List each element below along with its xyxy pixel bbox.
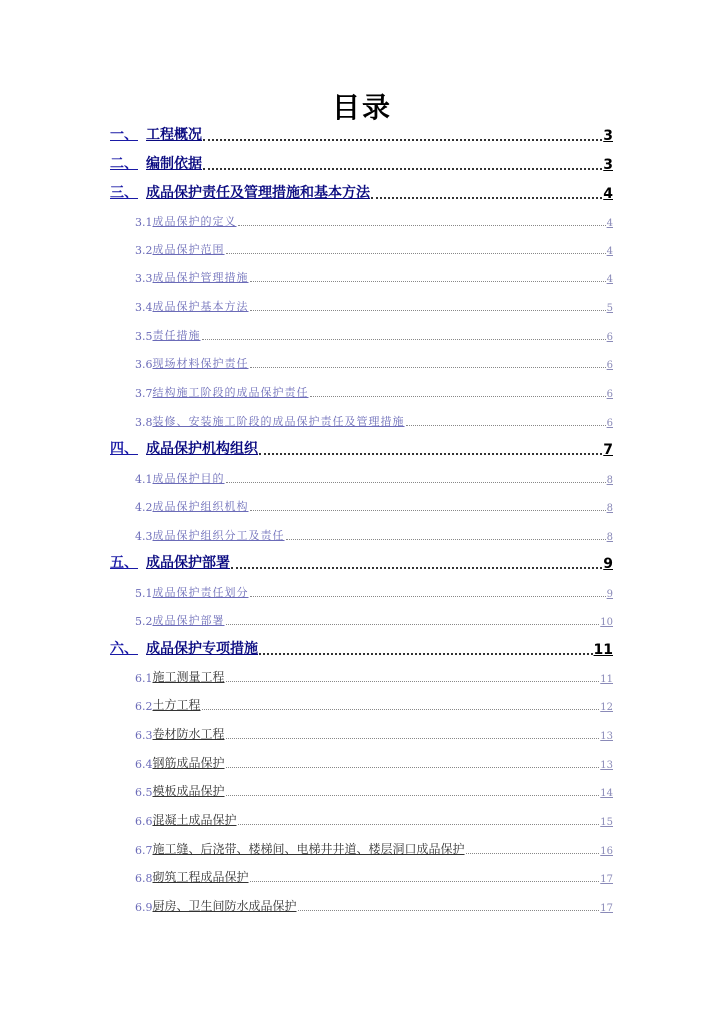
toc-entry-title: 施工测量工程	[152, 670, 225, 684]
toc-dot-leader	[250, 281, 606, 282]
toc-title: 目录	[331, 91, 392, 124]
toc-entry-number: 六、	[110, 641, 138, 657]
toc-dot-leader	[226, 253, 606, 254]
toc-dot-leader	[226, 482, 606, 483]
toc-entry-title: 模板成品保护	[152, 784, 225, 798]
toc-entry-title: 成品保护责任及管理措施和基本方法	[146, 185, 370, 201]
toc-page-number: 9	[606, 589, 613, 600]
toc-dot-leader	[250, 881, 600, 882]
toc-entry-title: 成品保护目的	[152, 472, 225, 485]
toc-page-number: 8	[606, 503, 613, 514]
toc-entry-title: 工程概况	[146, 127, 202, 143]
toc-entry-title: 成品保护组织分工及责任	[152, 529, 285, 542]
toc-entry-number: 6.4	[135, 758, 153, 771]
toc-entry-number: 4.1	[135, 473, 153, 486]
toc-page-number: 13	[600, 760, 613, 771]
toc-page-number: 11	[600, 674, 613, 685]
toc-page-number: 14	[600, 788, 613, 799]
toc-section-entry[interactable]	[135, 269, 613, 285]
toc-dot-leader	[298, 910, 600, 911]
toc-dot-leader	[226, 624, 600, 625]
toc-entry-title: 混凝土成品保护	[152, 813, 237, 827]
toc-dot-leader	[231, 567, 602, 569]
toc-chapter-entry[interactable]	[110, 184, 613, 202]
toc-entry-title: 钢筋成品保护	[152, 756, 225, 770]
toc-dot-leader	[371, 197, 602, 199]
toc-dot-leader	[226, 795, 600, 796]
toc-dot-leader	[226, 681, 600, 682]
toc-dot-leader	[286, 539, 606, 540]
toc-page-number: 6	[606, 418, 613, 429]
toc-dot-leader	[202, 339, 606, 340]
toc-page-number: 8	[606, 475, 613, 486]
toc-section-entry[interactable]	[135, 355, 613, 371]
toc-dot-leader	[203, 168, 602, 170]
toc-entry-number: 4.2	[135, 501, 153, 514]
toc-page-number: 3	[603, 128, 613, 144]
toc-page-number: 17	[600, 874, 613, 885]
toc-entry-number: 3.5	[135, 330, 153, 343]
toc-chapter-entry[interactable]	[110, 440, 613, 458]
toc-entry-number: 6.6	[135, 815, 153, 828]
toc-entry-number: 6.3	[135, 729, 153, 742]
toc-entry-number: 4.3	[135, 530, 153, 543]
toc-entry-number: 6.1	[135, 672, 153, 685]
toc-entry-number: 四、	[110, 441, 138, 457]
toc-section-entry[interactable]	[135, 584, 613, 600]
toc-dot-leader	[238, 824, 600, 825]
toc-section-entry[interactable]	[135, 669, 613, 685]
toc-entry-title: 成品保护组织机构	[152, 500, 249, 513]
toc-entry-title: 卷材防水工程	[152, 727, 225, 741]
toc-entry-title: 砌筑工程成品保护	[152, 870, 249, 884]
toc-section-entry[interactable]	[135, 384, 613, 400]
toc-entry-number: 3.6	[135, 358, 153, 371]
toc-page-number: 4	[606, 218, 613, 229]
toc-page-number: 17	[600, 903, 613, 914]
toc-dot-leader	[250, 510, 606, 511]
toc-dot-leader	[202, 709, 600, 710]
toc-dot-leader	[250, 367, 606, 368]
toc-dot-leader	[203, 139, 602, 141]
toc-dot-leader	[466, 853, 600, 854]
toc-dot-leader	[406, 425, 606, 426]
toc-page-number: 7	[603, 442, 613, 458]
toc-entry-number: 6.9	[135, 901, 153, 914]
toc-entry-title: 厨房、卫生间防水成品保护	[152, 899, 297, 913]
toc-section-entry[interactable]	[135, 413, 613, 429]
toc-dot-leader	[226, 767, 600, 768]
toc-page-number: 3	[603, 157, 613, 173]
toc-entry-number: 6.8	[135, 872, 153, 885]
toc-entry-number: 5.2	[135, 615, 153, 628]
toc-entry-number: 3.7	[135, 387, 153, 400]
toc-section-entry[interactable]	[135, 812, 613, 828]
toc-section-entry[interactable]	[135, 327, 613, 343]
toc-chapter-entry[interactable]	[110, 554, 613, 572]
toc-dot-leader	[226, 738, 600, 739]
toc-entry-title: 成品保护基本方法	[152, 300, 249, 313]
toc-chapter-entry[interactable]	[110, 640, 613, 658]
toc-entry-title: 成品保护管理措施	[152, 271, 249, 284]
toc-page-number: 6	[606, 360, 613, 371]
toc-page-number: 6	[606, 332, 613, 343]
toc-dot-leader	[250, 596, 606, 597]
toc-entry-number: 三、	[110, 185, 138, 201]
toc-section-entry[interactable]	[135, 470, 613, 486]
toc-entry-title: 成品保护专项措施	[146, 641, 258, 657]
toc-page-number: 12	[600, 702, 613, 713]
toc-entry-number: 一、	[110, 127, 138, 143]
toc-entry-title: 土方工程	[152, 698, 201, 712]
toc-page-number: 6	[606, 389, 613, 400]
toc-entry-title: 成品保护部署	[146, 555, 230, 571]
toc-section-entry[interactable]	[135, 755, 613, 771]
toc-entry-title: 现场材料保护责任	[152, 357, 249, 370]
toc-entry-number: 3.2	[135, 244, 153, 257]
toc-section-entry[interactable]	[135, 869, 613, 885]
toc-page-number: 8	[606, 532, 613, 543]
toc-section-entry[interactable]	[135, 527, 613, 543]
toc-entry-title: 责任措施	[152, 329, 201, 342]
toc-dot-leader	[250, 310, 606, 311]
toc-page-number: 9	[603, 556, 613, 572]
toc-section-entry[interactable]	[135, 213, 613, 229]
toc-entry-number: 3.1	[135, 216, 153, 229]
toc-page-number: 4	[606, 246, 613, 257]
toc-entry-title: 施工缝、后浇带、楼梯间、电梯井井道、楼层洞口成品保护	[152, 842, 465, 856]
toc-entry-number: 6.5	[135, 786, 153, 799]
toc-entry-title: 结构施工阶段的成品保护责任	[152, 386, 309, 399]
toc-dot-leader	[259, 653, 593, 655]
toc-section-entry[interactable]	[135, 298, 613, 314]
toc-entry-title: 成品保护的定义	[152, 215, 237, 228]
toc-page-number: 5	[606, 303, 613, 314]
toc-chapter-entry[interactable]	[110, 155, 613, 173]
toc-entry-title: 编制依据	[146, 156, 202, 172]
toc-entry-number: 6.7	[135, 844, 153, 857]
toc-entry-title: 成品保护责任划分	[152, 586, 249, 599]
toc-entry-title: 成品保护范围	[152, 243, 225, 256]
toc-dot-leader	[259, 453, 602, 455]
toc-entry-number: 6.2	[135, 700, 153, 713]
toc-chapter-entry[interactable]	[110, 126, 613, 144]
toc-entry-title: 成品保护部署	[152, 614, 225, 627]
toc-page-number: 13	[600, 731, 613, 742]
toc-section-entry[interactable]	[135, 498, 613, 514]
toc-section-entry[interactable]	[135, 841, 613, 857]
toc-page-number: 11	[593, 642, 613, 658]
toc-section-entry[interactable]	[135, 697, 613, 713]
toc-section-entry[interactable]	[135, 783, 613, 799]
toc-dot-leader	[310, 396, 606, 397]
toc-section-entry[interactable]	[135, 898, 613, 914]
toc-entry-number: 3.4	[135, 301, 153, 314]
toc-section-entry[interactable]	[135, 241, 613, 257]
toc-page-number: 16	[600, 846, 613, 857]
toc-dot-leader	[238, 225, 606, 226]
toc-page-number: 4	[603, 186, 613, 202]
toc-entry-title: 装修、安装施工阶段的成品保护责任及管理措施	[152, 415, 405, 428]
toc-page-number: 15	[600, 817, 613, 828]
toc-section-entry[interactable]	[135, 612, 613, 628]
toc-page-number: 4	[606, 274, 613, 285]
toc-entry-number: 3.3	[135, 272, 153, 285]
toc-entry-number: 二、	[110, 156, 138, 172]
toc-entry-number: 5.1	[135, 587, 153, 600]
toc-section-entry[interactable]	[135, 726, 613, 742]
toc-page-number: 10	[600, 617, 613, 628]
toc-entry-number: 3.8	[135, 416, 153, 429]
toc-entry-number: 五、	[110, 555, 138, 571]
toc-entry-title: 成品保护机构组织	[146, 441, 258, 457]
